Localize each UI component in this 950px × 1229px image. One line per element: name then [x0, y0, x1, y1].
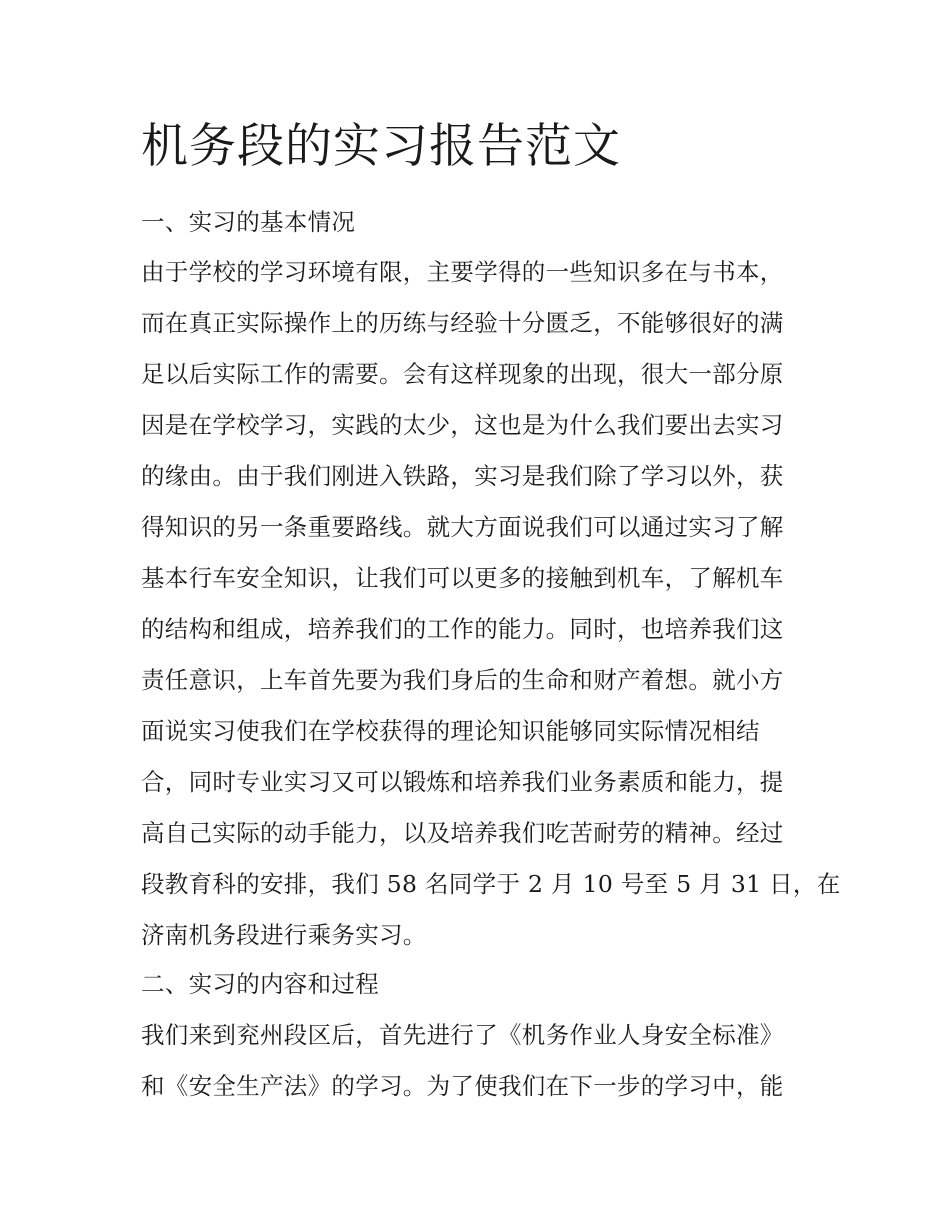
- paragraph-line: 的缘由。由于我们刚进入铁路，实习是我们除了学习以外，获: [141, 462, 784, 490]
- paragraph-line: 济南机务段进行乘务实习。: [141, 921, 427, 949]
- paragraph-line: 合，同时专业实习又可以锻炼和培养我们业务素质和能力，提: [141, 768, 784, 796]
- document-title: 机务段的实习报告范文: [141, 119, 621, 174]
- paragraph-line: 由于学校的学习环境有限，主要学得的一些知识多在与书本，: [141, 258, 784, 286]
- paragraph-line: 面说实习使我们在学校获得的理论知识能够同实际情况相结: [141, 717, 760, 745]
- section-heading: 二、实习的内容和过程: [141, 970, 379, 998]
- paragraph-line: 的结构和组成，培养我们的工作的能力。同时，也培养我们这: [141, 615, 784, 643]
- paragraph-line: 段教育科的安排，我们 58 名同学于 2 月 10 号至 5 月 31 日，在: [141, 870, 841, 898]
- paragraph-line: 因是在学校学习，实践的太少，这也是为什么我们要出去实习: [141, 411, 784, 439]
- paragraph-line: 基本行车安全知识，让我们可以更多的接触到机车，了解机车: [141, 564, 784, 592]
- paragraph-line: 高自己实际的动手能力，以及培养我们吃苦耐劳的精神。经过: [141, 819, 784, 847]
- section-heading: 一、实习的基本情况: [141, 208, 356, 236]
- paragraph-line: 和《安全生产法》的学习。为了使我们在下一步的学习中，能: [141, 1072, 784, 1100]
- paragraph-line: 足以后实际工作的需要。会有这样现象的出现，很大一部分原: [141, 360, 784, 388]
- paragraph-line: 得知识的另一条重要路线。就大方面说我们可以通过实习了解: [141, 513, 784, 541]
- paragraph-line: 责任意识，上车首先要为我们身后的生命和财产着想。就小方: [141, 666, 784, 694]
- paragraph-line: 我们来到兖州段区后，首先进行了《机务作业人身安全标准》: [141, 1021, 784, 1049]
- paragraph-line: 而在真正实际操作上的历练与经验十分匮乏，不能够很好的满: [141, 309, 784, 337]
